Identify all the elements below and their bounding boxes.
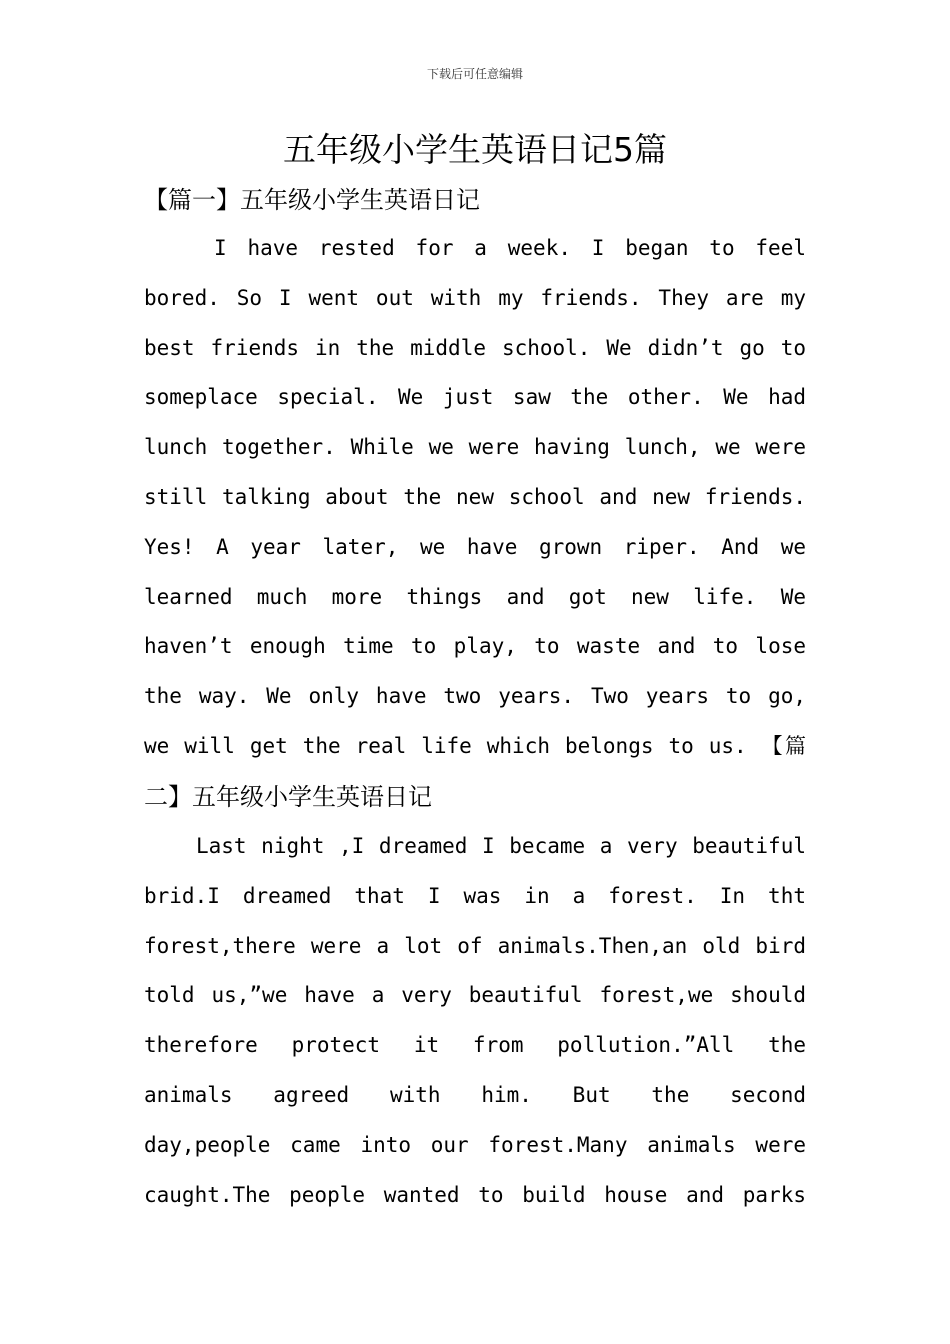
text-line: someplace special. We just saw the other. We had [144,385,806,410]
text-line: Last night ,I dreamed I became a very beautiful [196,834,806,858]
text-line: brid.I dreamed that I was in a forest. In tht [144,883,806,908]
text-line: bored. So I went out with my friends. They are my [144,285,806,310]
text-line: I have rested for a week. I began to feel [214,236,806,260]
text-line: lunch together. While we were having lunch, we were [144,435,806,460]
section-2-body [144,822,806,1220]
text-line: animals agreed with him. But the second [144,1082,806,1107]
text-line: therefore protect it from pollution.”All the [144,1033,806,1058]
section-heading-2: 二】五年级小学生英语日记 [144,783,432,811]
text-line: told us,”we have a very beautiful forest,we should [144,983,806,1008]
text-line: still talking about the new school and new friends. [144,484,806,509]
text-line: the way. We only have two years. Two years to go, [144,684,806,709]
section-heading-1: 【篇一】五年级小学生英语日记 [144,186,480,214]
text-line: day,people came into our forest.Many animals were [144,1132,806,1157]
text-line: Yes! A year later, we have grown riper. And we [144,534,806,559]
text-line: forest,there were a lot of animals.Then,an old bird [144,933,806,958]
text-line: learned much more things and got new life. We [144,584,806,609]
text-line: caught.The people wanted to build house and parks [144,1182,806,1207]
header-note: 下载后可任意编辑 [426,67,523,81]
text-line: haven’t enough time to play, to waste and to lose [144,634,806,659]
section-1-body [144,224,806,772]
text-line: we will get the real life which belongs to us. 【篇 [144,733,806,758]
text-line: best friends in the middle school. We didn’t go to [144,335,806,360]
document-title: 五年级小学生英语日记5篇 [283,130,667,169]
